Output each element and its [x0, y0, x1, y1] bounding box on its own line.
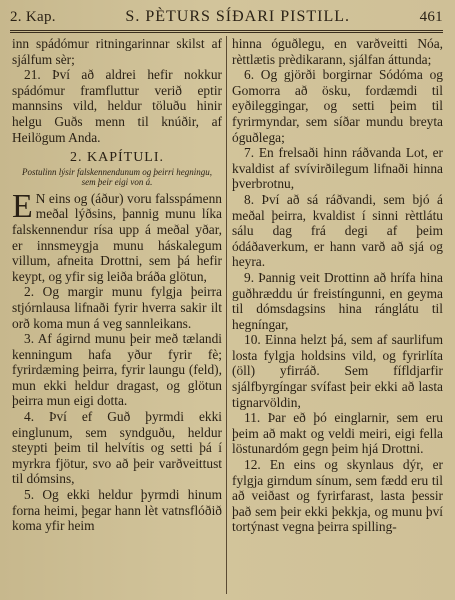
- paragraph: inn spádómur ritningarinnar skilst af sjálfum sèr;: [12, 36, 222, 67]
- paragraph: 3. Af ágirnd munu þeir með tælandi kenningum hafa yður fyrir fè; fyrirdæming þeirra, fyrir laungu (feld), mun ekki heldur dragast, og glötun þeirra mun eigi dotta.: [12, 331, 222, 409]
- chapter-heading: 2. KAPÍTULI.: [69, 150, 165, 166]
- paragraph: 5. Og ekki heldur þyrmdi hinum forna heimi, þegar hann lèt vatnsflóðið koma yfir heim: [12, 487, 222, 534]
- header-chapter-label: 2. Kap.: [10, 9, 56, 25]
- running-header: [10, 8, 443, 30]
- chapter-summary: Postulinn lýsir falskennendunum og þeirri hegningu, sem þeir eigi von á.: [22, 166, 212, 187]
- paragraph: 12. En eins og skynlaus dýr, er fylgja girndum sínum, sem fædd eru til að veiðast og fyrirfarast, lasta þessir það sem þeir ekki þekkja, og munu því tortýnast vegna þeirra spilling-: [232, 457, 443, 535]
- paragraph: 4. Því ef Guð þyrmdi ekki einglunum, sem syndguðu, heldur steypti þeim til helvítis og setti þá í myrkra fjötur, svo að þeir varðveittust til dómsins,: [12, 409, 222, 487]
- paragraph: 6. Og gjörði borgirnar Sódóma og Gomorra að ösku, fordæmdi til eyðileggingar, og setti þeim til fyrirmyndar, sem síðar mundu breyta óguðlega;: [232, 67, 443, 145]
- paragraph: 21. Því að aldrei hefir nokkur spádómur framfluttur verið eptir mannsins vild, heldur töluðu hinir helgu Guðs menn til knúðir, af Heilögum Anda.: [12, 67, 222, 145]
- paragraph: 2. Og margir munu fylgja þeirra stjórnlausa lifnaði fyrir hverra sakir ilt orð koma mun á veg sannleikans.: [12, 284, 222, 331]
- header-title: S. PÈTURS SÍÐARI PISTILL.: [125, 8, 350, 25]
- paragraph: hinna óguðlegu, en varðveitti Nóa, rèttlætis prèdikarann, sjálfan áttunda;: [232, 36, 443, 67]
- drop-cap: E: [12, 187, 33, 225]
- paragraph: 9. Þannig veit Drottinn að hrífa hina guðhræddu úr freistíngunni, en geyma til dómsdagsins hina ránglátu til hegníngar,: [232, 269, 443, 332]
- paragraph: 7. En frelsaði hinn ráðvanda Lot, er kvaldist af svívirðilegum lifnaði hinna þverbrotnu,: [232, 145, 443, 192]
- paragraph: 10. Einna helzt þá, sem af saurlifum losta fylgja holdsins vild, og fyrirlíta (öll) yfirráð. Sem fífldjarfir sjálfbyrgíngar svífast þeir ekki að lasta tignarvöldin,: [232, 332, 443, 410]
- paragraph: 11. Þar eð þó einglarnir, sem eru þeim að makt og veldi meiri, eigi fella löstunardóm gegn þeim hjá Drottni.: [232, 410, 443, 457]
- header-rule: [10, 30, 443, 33]
- right-column: [232, 36, 443, 596]
- page-number: 461: [419, 9, 443, 25]
- column-divider: [226, 36, 227, 594]
- paragraph: 8. Því að sá ráðvandi, sem bjó á meðal þeirra, kvaldist í sinni rèttlátu sálu dag frá degi af þeim ódáðaverkum, er hann varð að sjá og heyra.: [232, 191, 443, 270]
- first-paragraph: [12, 187, 222, 285]
- first-paragraph-text: N eins og (áður) voru falsspámenn meðal lýðsins, þannig munu líka falskennendur rísa upp á meðal yðar, er innsmeygja munu háskalegum villum, afneita Drottni, sem þá hefir keypt, og yfir sig leiða bráða glötun,: [12, 190, 222, 284]
- left-column: [12, 36, 222, 596]
